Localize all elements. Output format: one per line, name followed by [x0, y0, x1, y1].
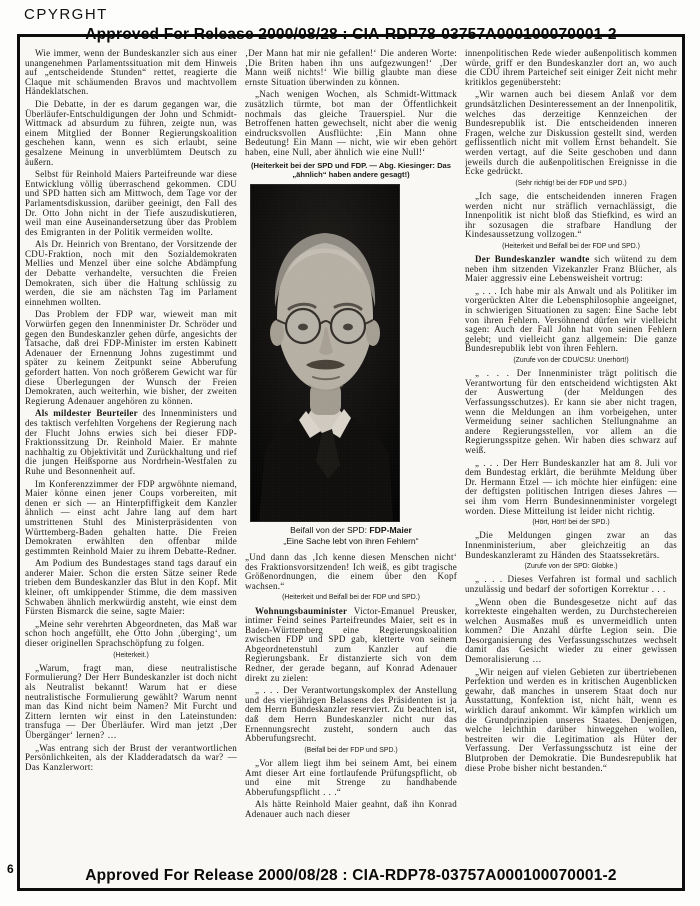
article-paragraph: Als hätte Reinhold Maier geahnt, daß ihn Konrad Adenauer auch nach dieser [245, 799, 457, 819]
stage-direction-note: (Beifall bei der FDP und SPD.) [304, 746, 398, 754]
stage-direction-note: (Zurufe von der CDU/CSU: Unerhört!) [513, 357, 629, 365]
stage-direction-note: (Sehr richtig! bei der FDP und SPD.) [515, 179, 627, 187]
release-stamp-bottom: Approved For Release 2000/08/28 : CIA-RDP78-03757A000100070001-2 [85, 867, 617, 884]
photo-caption: Beifall von der SPD: FDP-Maier „Eine Sache lebt von ihren Fehlern“ [283, 524, 419, 546]
article-paragraph: „ . . . Der Herr Bundeskanzler hat am 8. Juli vor dem Bundestag erklärt, die berühmte Meldung über Dr. Hermann Etzel — ich möchte hier einfügen: eine der deftigsten politischen Intrigen dieses Jahres — sei ihm vom Herrn Bundesinnenminister vorgelegt worden. Diese Mitteilung ist leider nicht richtig. [465, 457, 677, 516]
stage-direction-note: (Heiterkeit.) [113, 651, 149, 659]
article-column-1 [25, 49, 237, 863]
stage-direction-note: (Hört, Hört! bei der SPD.) [532, 519, 610, 527]
article-paragraph: „Wir warnen auch bei diesem Anlaß vor dem grundsätzlichen Desinteressement an der Innenpolitik, welches das derzeitige Kennzeichen der Bundesrepublik ist. Die entscheidenden inneren Fragen, welche zur Diskussion gestellt sind, werden geflissentlich nicht mit vollem Ernst behandelt. Sie werden vertagt, auf die Seite geschoben und dann jeweils durch die außenpolitischen Ereignisse in die Ecke gedrückt. [465, 89, 677, 177]
article-paragraph: Wohnungsbauminister Victor-Emanuel Preusker, intimer Feind seines Parteifreundes Maier, seit es in Baden-Württemberg eine Regierungskoalition zwischen FDP und SPD gab, kletterte von seinem Abgeordnetenstuhl zum Kanzler auf die Regierungsbank. Er distanzierte sich von dem Redner, der gerade begann, auf Konrad Adenauer direkt zu zielen: [245, 605, 457, 683]
article-paragraph: innenpolitischen Rede wieder außenpolitisch kommen würde, griff er den Bundeskanzler dort an, wo auch die CDU ihrem Parteichef seit einiger Zeit nicht mehr kritiklos gegenübersteht: [465, 49, 677, 87]
article-column-3 [465, 49, 677, 863]
stage-direction-note: (Heiterkeit bei der SPD und FDP. — Abg. Kiesinger: Das „ähnlich“ haben andere gesagt!) [250, 160, 451, 179]
release-stamp-top: Approved For Release 2000/08/28 : CIA-RDP78-03757A000100070001-2 [85, 26, 617, 43]
article-paragraph: „Die Meldungen gingen zwar an das Innenministerium, aber gleichzeitig an das Bundeskanzleramt zu Händen des Staatssekretärs. [465, 530, 677, 560]
copyright-marking: CPYRGHT [24, 6, 108, 23]
article-paragraph: ‚Der Mann hat mir nie gefallen!‘ Die anderen Worte: ‚Die Briten haben ihn uns aufgezwungen!‘ ‚Der Mann weiß nichts!‘ Wie billig glaubte man diese ernste Situation überwinden zu können. [245, 49, 457, 87]
stage-direction-note: (Heiterkeit und Beifall bei der FDP und SPD.) [282, 594, 420, 602]
page-number: 6 [7, 862, 14, 876]
article-paragraph: „Und dann das ‚Ich kenne diesen Menschen nicht‘ des Fraktionsvorsitzenden! Ich weiß, es gibt tragische Größenordnungen, die einem über den Kopf wachsen.“ [245, 551, 457, 591]
stage-direction-note: (Heiterkeit und Beifall bei der FDP und SPD.) [502, 242, 640, 250]
article-paragraph: „ . . . Dieses Verfahren ist formal und sachlich unzulässig und bedarf der sofortigen Korrektur . . . [465, 574, 677, 594]
article-paragraph: „Ich sage, die entscheidenden inneren Fragen werden nicht nur sträflich vernachlässigt, die Innenpolitik ist nicht bloß das Stiefkind, es wird an ihr sozusagen die strafbare Handlung der Kindesaussetzung vollzogen.“ [465, 190, 677, 240]
article-paragraph: „Warum, fragt man, diese neutralistische Formulierung? Der Herr Bundeskanzler ist doch nicht als Neutralist bekannt! Warum hat er diese neutralistische Formulierung gewählt? Warum nennt man das Kind nicht beim Namen? Mit Furcht und Zittern lernten wir einst in den Lateinstunden: transfuga — Der Überläufer. Wird man jetzt ‚Der Übergänger‘ lernen? … [25, 662, 237, 740]
portrait-photo [251, 185, 399, 521]
article-paragraph: Wie immer, wenn der Bundeskanzler sich aus einer unangenehmen Parlamentssituation mit dem Hinweis auf „entscheidende Stunden“ rettet, reagierte die Claque mit schäumenden Bravos und machtvollem Händeklatschen. [25, 49, 237, 97]
article-paragraph: „ . . . Ich habe mir als Anwalt und als Politiker im vorgerückten Alter die Lebensphilosophie angeeignet, in schwierigen Situationen zu sagen: Eine Sache lebt von ihren Fehlern. Versöhnend dürfen wir vielleicht sagen: Auch der Fall John hat von seinen Fehlern gelebt; und vielleicht ganz allgemein: Die ganze Bundesrepublik lebt von ihren Fehlern. [465, 285, 677, 354]
portrait-illustration [251, 185, 399, 521]
article-column-2 [245, 49, 457, 863]
article-paragraph: „ . . . Der Verantwortungskomplex der Anstellung und des vierjährigen Belassens des Präsidenten ist ja dem Herrn Bundeskanzler reserviert. Zu beachten ist, daß dem Herrn Bundeskanzler nicht nur das Ernennungsrecht zusteht, sondern auch das Abberufungsrecht. [245, 685, 457, 744]
stage-direction-note: (Zurufe von der SPD: Globke.) [524, 563, 618, 571]
article-paragraph: „Nach wenigen Wochen, als Schmidt-Wittmack zusätzlich türmte, bot man der Öffentlichkeit nochmals das gleiche Trauerspiel. Nur die Betroffenen hatten gewechselt, nicht aber die wenig eindrucksvollen Ausflüchte: ‚Ein Mann ohne Bedeutung! Ein Mann — nicht, wie wir eben gehört haben, eine Null, aber ähnlich wie eine Null!‘ [245, 89, 457, 157]
article-paragraph: Selbst für Reinhold Maiers Parteifreunde war diese Entwicklung völlig überraschend gekommen. CDU und SPD hatten sich am Mittwoch, dem Tage vor der Parlamentsdiskussion, darüber geeinigt, den Fall des Dr. Otto John nicht in der Tiefe auszudiskutieren, weil man eine Auseinandersetzung über das Problem des Emigranten in der Politik vermeiden wollte. [25, 169, 237, 237]
article-paragraph: „Meine sehr verehrten Abgeordneten, das Maß war schon hoch angefüllt, ehe Otto John ‚überging‘, um dieser originellen Sprachschöpfung zu folgen. [25, 618, 237, 649]
article-paragraph: Am Podium des Bundestages stand tags darauf ein anderer Maier. Schon die ersten Sätze seiner Rede trieben dem Bundeskanzler das Blut in den Kopf. Mit kleiner, oft umkippender Stimme, die dem massiven Schwaben ähnlich merkwürdig ansteht, wie einst dem Fürsten Bismarck die seine, sagte Maier: [25, 558, 237, 617]
article-paragraph: „Wir neigen auf vielen Gebieten zur übertriebenen Perfektion und werden es in kritischen Augenblicken gewahr, daß manches in unserem Staat doch nur Ausstattung, Konfektion ist, nicht hält, wenn es wirklich darauf ankommt. Wir kämpfen wirklich um die Grundprinzipien unseres Staates. Denjenigen, welche leichthin darüber hinweggehen wollen, bestreiten wir die Legitimation als Hüter der Verfassung. Der Verfassungsschutz ist eine der Blutproben der Demokratie. Die Bundesrepublik hat diese Probe bisher nicht bestanden.“ [465, 666, 677, 773]
article-paragraph: Die Debatte, in der es darum gegangen war, die Überläufer-Entschuldigungen der John und Schmidt-Wittmack ad absurdum zu führen, zeigte nun, was einem Mitglied der Bonner Regierungskoalition geschehen kann, wenn es sich erlaubt, seine gesalzene Meinung in unverblümtem Deutsch zu äußern. [25, 98, 237, 167]
article-paragraph: „ . . . Der Innenminister trägt politisch die Verantwortung für den entscheidend wichtigsten Akt der Auswertung (der Meldungen des Verfassungsschutzes). Er kann sie aber nicht tragen, wenn die Meldungen an ihm vorbeigehen, unter Vermeidung seiner sachlichen Stellungnahme an andere Regierungsstellen, vor allem an die Regierungsspitze gehen. Wir haben dies schwarz auf weiß. [465, 368, 677, 455]
article-paragraph: Der Bundeskanzler wandte sich wütend zu dem neben ihm sitzenden Vizekanzler Franz Blücher, als Maier aggressiv eine Lebensweisheit vortrug: [465, 254, 677, 284]
newspaper-clipping-frame [7, 26, 685, 891]
article-paragraph: Im Konferenzzimmer der FDP argwöhnte niemand, Maier könne einen jener Coups vorbereiten, mit denen er sich — an Hinterpfiffigkeit dem Kanzler ähnlich — einst acht Jahre lang auf dem hart umstrittenen Stuhl des Ministerpräsidenten von Württemberg-Baden gehalten hatte. Die Freien Demokraten erwählten den offenbar milde gestimmten Reinhold Maier zu ihrem Debatte-Redner. [25, 478, 237, 556]
article-paragraph: „Vor allem liegt ihm bei seinem Amt, bei einem Amt dieser Art eine fortlaufende Prüfungspflicht, ob und eine mit Strenge zu handhabende Abberufungspflicht . . .“ [245, 758, 457, 797]
article-paragraph: „Wenn oben die Bundesgesetze nicht auf das korrekteste eingehalten werden, zu Durchstechereien welchen Ausmaßes muß es unvermeidlich unten kommen? Die Anzahl dürfte Legion sein. Die Desorganisierung des Verfassungsschutzes wechselt damit das Gesicht wieder zu einer gewissen Demoralisierung … [465, 596, 677, 665]
article-columns [25, 49, 677, 863]
article-paragraph: Das Problem der FDP war, wieweit man mit Vorwürfen gegen den Innenminister Dr. Schröder und gegen den Bundeskanzler gehen dürfe, angesichts der Tatsache, daß drei FDP-Minister im ersten Kabinett Adenauer der Ernennung Johns zugestimmt und später zu keinem Zeitpunkt seine Abberufung gefordert hatten. Von noch größerem Gewicht war für diese Überlegungen der Wunsch der Freien Demokraten, auch weiterhin, wie bisher, der zweiten Regierung Adenauer angehören zu können. [25, 309, 237, 406]
article-paragraph: Als Dr. Heinrich von Brentano, der Vorsitzende der CDU-Fraktion, noch mit den Sozialdemokraten Mellies und Menzel über eine solche Abdämpfung der Debatte verhandelte, versuchten die Freien Demokraten, sich über die Haltung schlüssig zu werden, die sie am nächsten Tag im Parlament einnehmen wollten. [25, 239, 237, 307]
article-paragraph: „Was entrang sich der Brust der verantwortlichen Persönlichkeiten, als der Kladderadatsch da war? — Das Kanzlerwort: [25, 742, 237, 772]
article-paragraph: Als mildester Beurteiler des Innenministers und des taktisch verfehlten Vorgehens der Regierung nach der Flucht Johns erwies sich bei dieser FDP-Fraktionssitzung Dr. Reinhold Maier. Er mahnte nachhaltig zu Objektivität und Zurückhaltung und rief die jungen Heißsporne aus Nordrhein-Westfalen zu Ruhe und Besonnenheit auf. [25, 408, 237, 476]
